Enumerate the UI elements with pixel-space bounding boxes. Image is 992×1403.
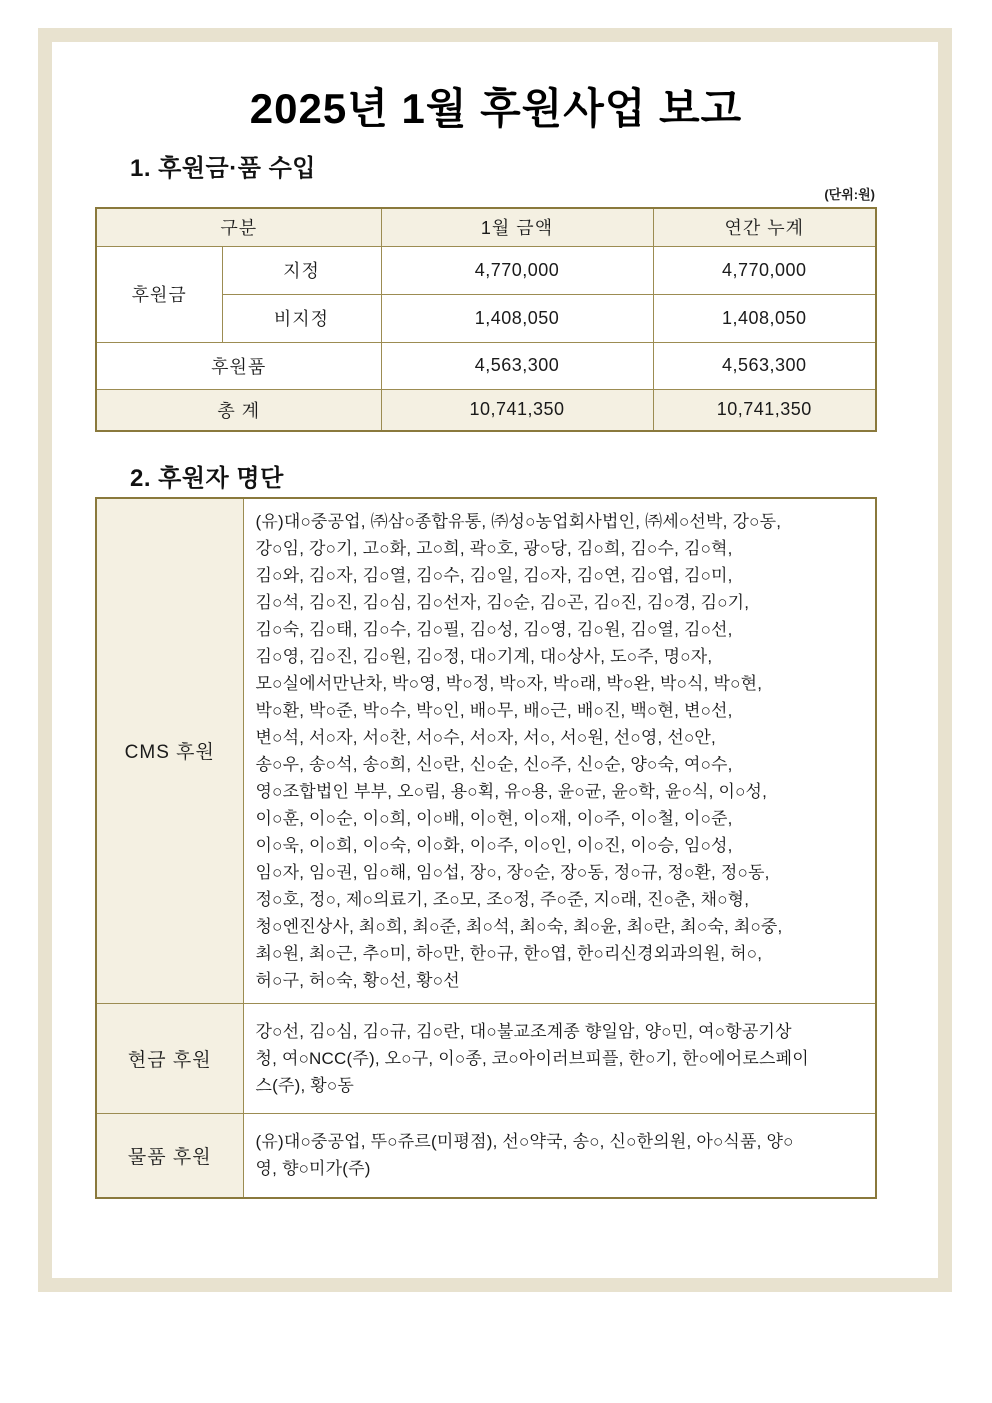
donor-row xyxy=(96,498,876,1003)
col-header-annual-cumulative: 연간 누계 xyxy=(653,208,876,246)
row-label-goods: 후원품 xyxy=(96,342,381,389)
value-goods-jan: 4,563,300 xyxy=(381,342,653,389)
col-header-january-amount: 1월 금액 xyxy=(381,208,653,246)
donor-table-body xyxy=(96,498,876,1198)
table-row-grand-total xyxy=(96,389,876,431)
value-designated-total: 4,770,000 xyxy=(653,246,876,294)
unit-note: (단위:원) xyxy=(824,187,875,202)
section1-heading: 1. 후원금·품 수입 xyxy=(130,155,316,182)
income-table-header-row xyxy=(96,208,876,246)
donor-name-line: 정○호, 정○, 제○의료기, 조○모, 조○정, 주○준, 지○래, 진○춘, 채○형, xyxy=(255,889,750,909)
donor-name-line: 변○석, 서○자, 서○찬, 서○수, 서○자, 서○, 서○원, 선○영, 선○안, xyxy=(255,727,716,747)
value-undesignated-jan: 1,408,050 xyxy=(381,294,653,342)
value-designated-jan: 4,770,000 xyxy=(381,246,653,294)
donor-name-line: (유)대○중공업, 뚜○쥬르(미평점), 선○약국, 송○, 신○한의원, 아○식품, 양○ xyxy=(255,1132,794,1152)
donor-name-line: 김○석, 김○진, 김○심, 김○선자, 김○순, 김○곤, 김○진, 김○경, 김○기, xyxy=(255,592,750,612)
row-label-grand-total: 총 계 xyxy=(96,389,381,431)
table-row xyxy=(96,342,876,389)
income-table xyxy=(95,207,877,432)
row-group-label-donation: 후원금 xyxy=(96,246,222,342)
donor-name-line: 영, 향○미가(주) xyxy=(255,1159,371,1179)
donor-name-line: 강○선, 김○심, 김○규, 김○란, 대○불교조계종 향일암, 양○민, 여○항공기상 xyxy=(255,1021,792,1041)
donor-name-line: 최○원, 최○근, 추○미, 하○만, 한○규, 한○엽, 한○리신경외과의원, 허○, xyxy=(255,943,763,963)
donor-name-line: 김○숙, 김○태, 김○수, 김○필, 김○성, 김○영, 김○원, 김○열, 김○선, xyxy=(255,619,733,639)
donor-name-line: 청○엔진상사, 최○희, 최○준, 최○석, 최○숙, 최○윤, 최○란, 최○숙, 최○중, xyxy=(255,916,783,936)
page-title: 2025년 1월 후원사업 보고 xyxy=(249,85,743,132)
section2-heading: 2. 후원자 명단 xyxy=(130,465,284,492)
donor-row xyxy=(96,1003,876,1113)
donor-names xyxy=(243,1113,876,1198)
donor-name-line: 김○영, 김○진, 김○원, 김○정, 대○기계, 대○상사, 도○주, 명○자, xyxy=(255,646,713,666)
donor-name-line: 영○조합법인 부부, 오○림, 용○획, 유○용, 윤○균, 윤○학, 윤○식, 이○성, xyxy=(255,781,768,801)
donor-name-line: 허○구, 허○숙, 황○선, 황○선 xyxy=(255,970,460,990)
donor-row xyxy=(96,1113,876,1198)
donor-group-label: CMS 후원 xyxy=(96,498,243,1003)
donor-name-line: 임○자, 임○권, 임○해, 임○섭, 장○, 장○순, 장○동, 정○규, 정○환, 정○동, xyxy=(255,862,770,882)
donor-names xyxy=(243,1003,876,1113)
donor-group-label: 현금 후원 xyxy=(96,1003,243,1113)
donor-names xyxy=(243,498,876,1003)
value-goods-total: 4,563,300 xyxy=(653,342,876,389)
donor-name-line: 이○욱, 이○희, 이○숙, 이○화, 이○주, 이○인, 이○진, 이○승, 임○성, xyxy=(255,835,733,855)
donor-name-line: 강○임, 강○기, 고○화, 고○희, 곽○호, 광○당, 김○희, 김○수, 김○혁, xyxy=(255,538,733,558)
donor-name-line: 이○훈, 이○순, 이○희, 이○배, 이○현, 이○재, 이○주, 이○철, 이○준, xyxy=(255,808,733,828)
value-grand-total-total: 10,741,350 xyxy=(653,389,876,431)
donor-name-line: 송○우, 송○석, 송○희, 신○란, 신○순, 신○주, 신○순, 양○숙, 여○수, xyxy=(255,754,733,774)
value-undesignated-total: 1,408,050 xyxy=(653,294,876,342)
donor-list-table xyxy=(95,497,877,1199)
col-header-category: 구분 xyxy=(96,208,381,246)
donor-name-line: 모○실에서만난차, 박○영, 박○정, 박○자, 박○래, 박○완, 박○식, 박○현, xyxy=(255,673,763,693)
donor-name-line: 김○와, 김○자, 김○열, 김○수, 김○일, 김○자, 김○연, 김○엽, 김○미, xyxy=(255,565,733,585)
donor-name-line: 박○환, 박○준, 박○수, 박○인, 배○무, 배○근, 배○진, 백○현, 변○선, xyxy=(255,700,733,720)
value-grand-total-jan: 10,741,350 xyxy=(381,389,653,431)
donor-group-label: 물품 후원 xyxy=(96,1113,243,1198)
row-label-undesignated: 비지정 xyxy=(222,294,381,342)
donor-name-line: 스(주), 황○동 xyxy=(255,1075,355,1095)
donor-name-line: (유)대○중공업, ㈜삼○종합유통, ㈜성○농업회사법인, ㈜세○선박, 강○동, xyxy=(255,511,782,531)
donor-name-line: 청, 여○NCC(주), 오○구, 이○종, 코○아이러브피플, 한○기, 한○에어로스페이 xyxy=(255,1048,809,1068)
table-row xyxy=(96,246,876,294)
row-label-designated: 지정 xyxy=(222,246,381,294)
